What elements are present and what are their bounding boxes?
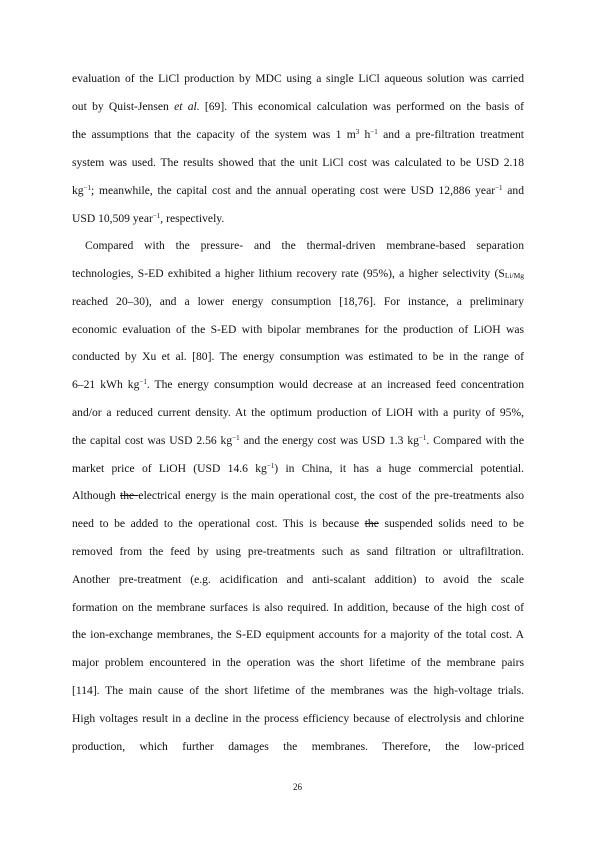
text-run: reached 20–30), and a lower energy consumption [18,76]. For instance, a preliminary (72, 295, 524, 308)
p2-line-15 (72, 628, 524, 642)
superscript: −1 (152, 212, 161, 220)
text-run: Another pre-treatment (e.g. acidification and anti-scalant addition) to avoid the scale (72, 573, 524, 586)
text-run: technologies, S-ED exhibited a higher lithium recovery rate (95%), a higher selectivity (S (72, 267, 505, 280)
p2-line-9 (72, 462, 524, 476)
superscript: −1 (139, 378, 147, 386)
p2-line-1 (85, 239, 524, 253)
p2-line-7 (72, 406, 524, 420)
text-run: . The energy consumption would decrease at an increased feed concentration (146, 378, 524, 391)
superscript: −1 (232, 434, 240, 442)
text-run: market price of LiOH (USD 14.6 kg (72, 462, 267, 475)
p2-line-4 (72, 323, 524, 337)
subscript: Li/Mg (504, 271, 524, 280)
text-run: economic evaluation of the S-ED with bipolar membranes for the production of LiOH was (72, 323, 524, 336)
p2-line-17 (72, 684, 524, 698)
text-run: system was used. The results showed that the unit LiCl cost was calculated to be USD 2.18 (72, 156, 524, 169)
text-run: production, which further damages the membranes. Therefore, the low-priced (72, 740, 524, 753)
text-run: the ion-exchange membranes, the S-ED equipment accounts for a majority of the total cost. A (72, 628, 524, 641)
p2-line-10 (72, 489, 524, 503)
p1-line-3 (72, 128, 524, 142)
text-run: removed from the feed by using pre-treatments such as sand filtration or ultrafiltration. (72, 545, 524, 558)
superscript: −1 (266, 462, 275, 470)
p2-line-19 (72, 740, 524, 754)
text-run: [69]. This economical calculation was performed on the basis of (199, 100, 524, 113)
p2-line-8 (72, 434, 524, 448)
p1-line-2 (72, 100, 524, 114)
p2-line-14 (72, 601, 524, 615)
text-run: conducted by Xu et al. [80]. The energy consumption was estimated to be in the range of (72, 350, 524, 363)
p2-line-13 (72, 573, 524, 587)
p1-line-6 (72, 212, 524, 226)
text-run: suspended solids need to be (378, 517, 524, 530)
superscript: −1 (83, 184, 92, 192)
text-run: , respectively. (160, 212, 225, 225)
p1-line-5 (72, 184, 524, 198)
text-run: ) in China, it has a huge commercial potential. (274, 462, 524, 475)
p2-line-2 (72, 267, 524, 281)
p2-line-12 (72, 545, 524, 559)
text-run: USD 10,509 year (72, 212, 153, 225)
deleted-text: the (120, 489, 139, 502)
text-run: electrical energy is the main operational cost, the cost of the pre-treatments also (138, 489, 524, 502)
superscript: −1 (370, 128, 378, 136)
text-run: and/or a reduced current density. At the optimum production of LiOH with a purity of 95%, (72, 406, 524, 419)
p2-line-6 (72, 378, 524, 392)
text-run: ; meanwhile, the capital cost and the annual operating cost were USD 12,886 year (91, 184, 496, 197)
text-run: Compared with the pressure- and the thermal-driven membrane-based separation (85, 239, 524, 252)
p2-line-11 (72, 517, 524, 531)
text-run: Although (72, 489, 121, 502)
superscript: −1 (495, 184, 503, 192)
superscript: 3 (355, 128, 360, 136)
text-run: major problem encountered in the operation was the short lifetime of the membrane pairs (72, 656, 524, 669)
text-run: h (359, 128, 371, 141)
text-run: the capital cost was USD 2.56 kg (72, 434, 233, 447)
text-run: evaluation of the LiCl production by MDC using a single LiCl aqueous solution was carried (72, 72, 524, 85)
text-run: . Compared with the (426, 434, 524, 447)
text-run: the assumptions that the capacity of the system was 1 m (72, 128, 356, 141)
page-number: 26 (293, 782, 302, 792)
text-run: formation on the membrane surfaces is also required. In addition, because of the high cost of (72, 601, 524, 614)
text-run: out by Quist-Jensen (72, 100, 175, 113)
deleted-text: the (364, 517, 379, 530)
text-run: and the energy cost was USD 1.3 kg (239, 434, 419, 447)
text-run: [114]. The main cause of the short lifetime of the membranes was the high-voltage trials. (72, 684, 524, 697)
text-run: and a pre-filtration treatment (377, 128, 524, 141)
text-run: 6–21 kWh kg (72, 378, 140, 391)
p1-line-4 (72, 156, 524, 170)
text-run: High voltages result in a decline in the process efficiency because of electrolysis and chlorine (72, 712, 524, 725)
text-run: and (502, 184, 524, 197)
p2-line-16 (72, 656, 524, 670)
text-run: need to be added to the operational cost. This is because (72, 517, 365, 530)
superscript: −1 (418, 434, 427, 442)
text-run: kg (72, 184, 84, 197)
p1-line-1 (72, 72, 524, 86)
italic-text: et al. (174, 100, 200, 113)
p2-line-18 (72, 712, 524, 726)
p2-line-5 (72, 350, 524, 364)
p2-line-3 (72, 295, 524, 309)
